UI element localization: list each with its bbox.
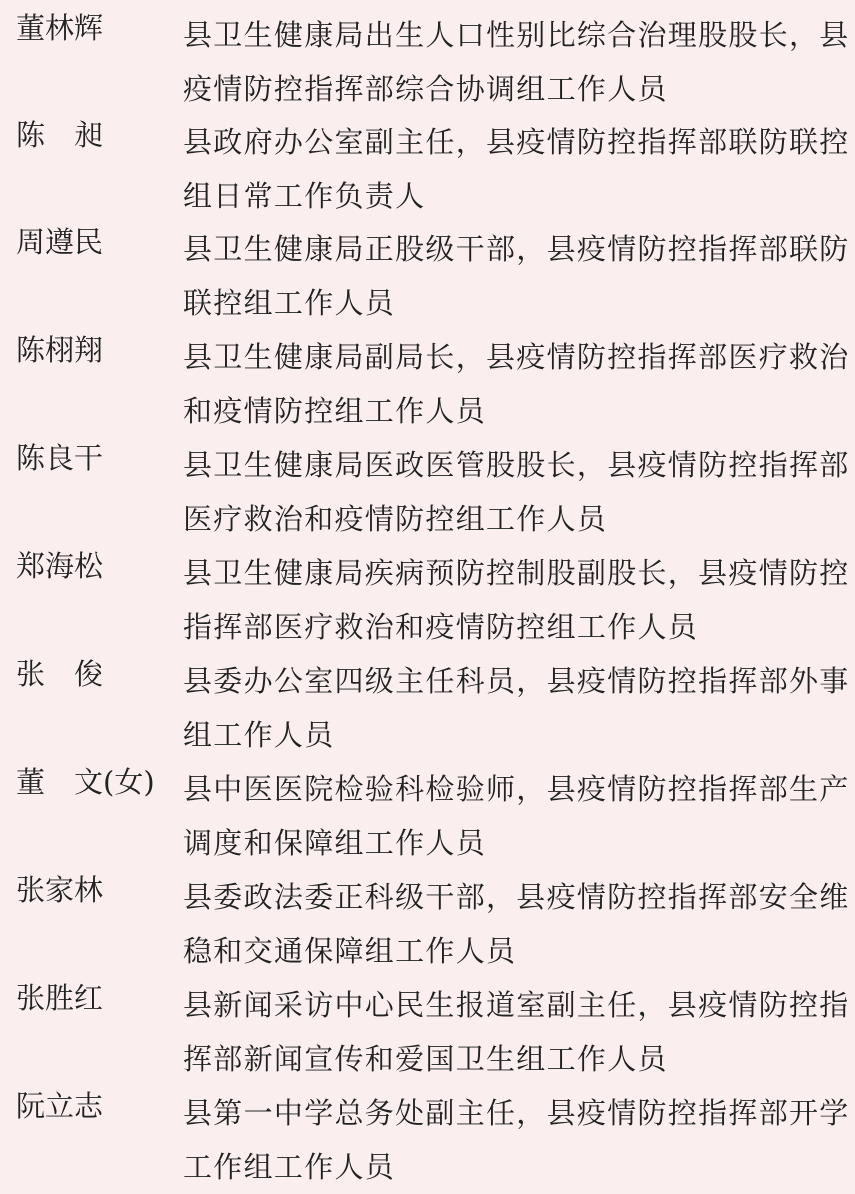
person-name: 周遵民 <box>16 225 104 259</box>
person-name: 陈 昶 <box>16 118 104 152</box>
entry <box>0 322 855 428</box>
duty-line: 组日常工作负责人 <box>183 179 426 213</box>
person-duty <box>183 222 850 330</box>
person-duty <box>183 8 850 116</box>
entry <box>0 754 855 860</box>
person-duty <box>183 870 850 978</box>
duty-line: 疫情防控指挥部综合协调组工作人员 <box>183 72 668 106</box>
person-name: 郑海松 <box>16 549 104 583</box>
duty-line: 调度和保障组工作人员 <box>183 826 487 860</box>
person-name: 董 文(女) <box>16 765 155 799</box>
duty-line: 县第一中学总务处副主任，县疫情防控指挥部开学 <box>183 1096 850 1130</box>
duty-line: 县委办公室四级主任科员，县疫情防控指挥部外事 <box>183 664 850 698</box>
entry <box>0 214 855 320</box>
person-duty <box>183 654 850 762</box>
entry <box>0 646 855 752</box>
duty-line: 工作组工作人员 <box>183 1150 396 1184</box>
duty-line: 稳和交通保障组工作人员 <box>183 934 517 968</box>
person-duty <box>183 438 850 546</box>
duty-line: 县中医医院检验科检验师，县疫情防控指挥部生产 <box>183 772 850 806</box>
person-name: 陈良干 <box>16 441 104 475</box>
person-name: 董林辉 <box>16 11 104 45</box>
duty-line: 医疗救治和疫情防控组工作人员 <box>183 502 608 536</box>
duty-line: 县卫生健康局疾病预防控制股副股长，县疫情防控 <box>183 556 850 590</box>
person-name: 陈栩翔 <box>16 333 104 367</box>
person-duty <box>183 115 850 223</box>
person-name: 张 俊 <box>16 657 104 691</box>
duty-line: 县新闻采访中心民生报道室副主任，县疫情防控指 <box>183 988 850 1022</box>
person-duty <box>183 1086 850 1194</box>
duty-line: 和疫情防控组工作人员 <box>183 394 487 428</box>
duty-line: 组工作人员 <box>183 718 335 752</box>
duty-line: 县委政法委正科级干部，县疫情防控指挥部安全维 <box>183 880 850 914</box>
person-duty <box>183 546 850 654</box>
entry <box>0 430 855 536</box>
duty-line: 挥部新闻宣传和爱国卫生组工作人员 <box>183 1042 668 1076</box>
duty-line: 县卫生健康局医政医管股股长，县疫情防控指挥部 <box>183 448 850 482</box>
entry <box>0 970 855 1076</box>
person-name: 阮立志 <box>16 1089 104 1123</box>
entry <box>0 0 855 106</box>
person-duty <box>183 762 850 870</box>
person-duty <box>183 978 850 1086</box>
duty-line: 联控组工作人员 <box>183 286 396 320</box>
entry <box>0 862 855 968</box>
duty-line: 县卫生健康局副局长，县疫情防控指挥部医疗救治 <box>183 340 850 374</box>
entry <box>0 1078 855 1184</box>
duty-line: 县卫生健康局正股级干部，县疫情防控指挥部联防 <box>183 232 850 266</box>
entry <box>0 538 855 644</box>
duty-line: 指挥部医疗救治和疫情防控组工作人员 <box>183 610 699 644</box>
person-name: 张家林 <box>16 873 104 907</box>
person-duty <box>183 330 850 438</box>
duty-line: 县政府办公室副主任，县疫情防控指挥部联防联控 <box>183 125 850 159</box>
entry <box>0 107 855 213</box>
person-name: 张胜红 <box>16 981 104 1015</box>
duty-line: 县卫生健康局出生人口性别比综合治理股股长，县 <box>183 18 850 52</box>
